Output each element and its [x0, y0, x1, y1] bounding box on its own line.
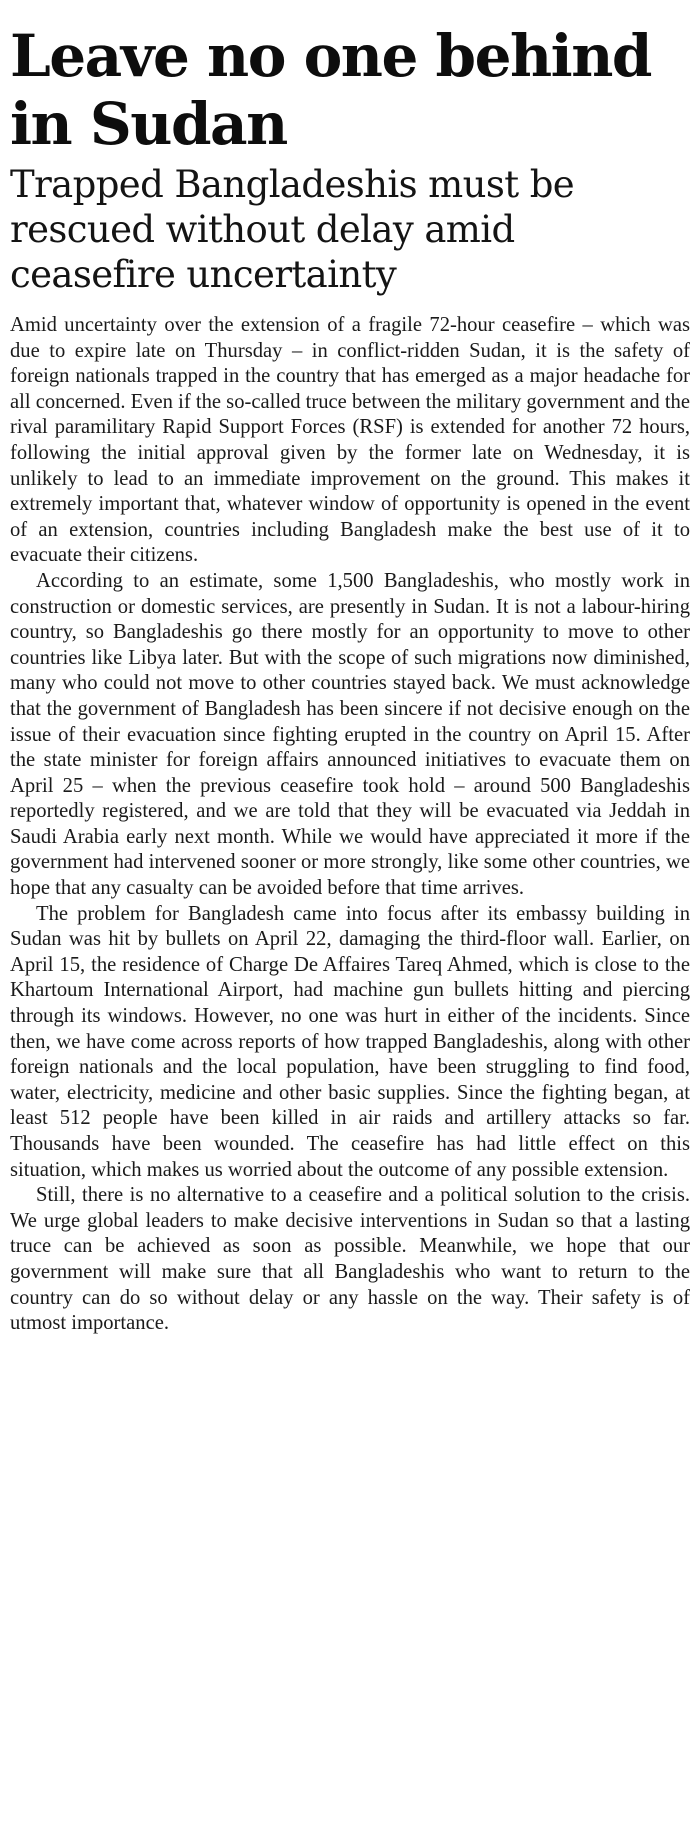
paragraph-2: According to an estimate, some 1,500 Bangladeshis, who mostly work in construction or domestic services, are presently in Sudan. It is not a labour-hiring country, so Bangladeshis go there mostly for an opportunity to move to other countries like Libya later. But with the scope of such migrations now diminished, many who could not move to other countries stayed back. We must acknowledge that the government of Bangladesh has been sincere if not decisive enough on the issue of their evacuation since fighting erupted in the country on April 15. After the state minister for foreign affairs announced initiatives to evacuate them on April 25 – when the previous ceasefire took hold – around 500 Bangladeshis reportedly registered, and we are told that they will be evacuated via Jeddah in Saudi Arabia early next month. While we would have appreciated it more if the government had intervened sooner or more strongly, like some other countries, we hope that any casualty can be avoided before that time arrives.: [10, 569, 690, 900]
paragraph-4: Still, there is no alternative to a ceasefire and a political solution to the crisis. We urge global leaders to make decisive interventions in Sudan so that a lasting truce can be achieved as soon as possible. Meanwhile, we hope that our government will make sure that all Bangladeshis who want to return to the country can do so without delay or any hassle on the way. Their safety is of utmost importance.: [10, 1184, 690, 1335]
paragraph-1: Amid uncertainty over the extension of a fragile 72-hour ceasefire – which was due to expire late on Thursday – in conflict-ridden Sudan, it is the safety of foreign nationals trapped in the country that has emerged as a major headache for all concerned. Even if the so-called truce between the military government and the rival paramilitary Rapid Support Forces (RSF) is extended for another 72 hours, following the initial approval given by the former late on Wednesday, it is unlikely to lead to an immediate improvement on the ground. This makes it extremely important that, whatever window of opportunity is opened in the event of an extension, countries including Bangladesh make the best use of it to evacuate their citizens.: [10, 314, 690, 567]
headline: Leave no one behind in Sudan: [10, 22, 651, 158]
article-body: [10, 313, 690, 1337]
subheadline: Trapped Bangladeshis must be rescued without delay amid ceasefire uncertainty: [10, 163, 575, 296]
paragraph-3: The problem for Bangladesh came into focus after its embassy building in Sudan was hit by bullets on April 22, damaging the third-floor wall. Earlier, on April 15, the residence of Charge De Affaires Tareq Ahmed, which is close to the Khartoum International Airport, had machine gun bullets hitting and piercing through its windows. However, no one was hurt in either of the incidents. Since then, we have come across reports of how trapped Bangladeshis, along with other foreign nationals and the local population, have been struggling to find food, water, electricity, medicine and other basic supplies. Since the fighting began, at least 512 people have been killed in air raids and artillery attacks so far. Thousands have been wounded. The ceasefire has had little effect on this situation, which makes us worried about the outcome of any possible extension.: [10, 902, 690, 1181]
